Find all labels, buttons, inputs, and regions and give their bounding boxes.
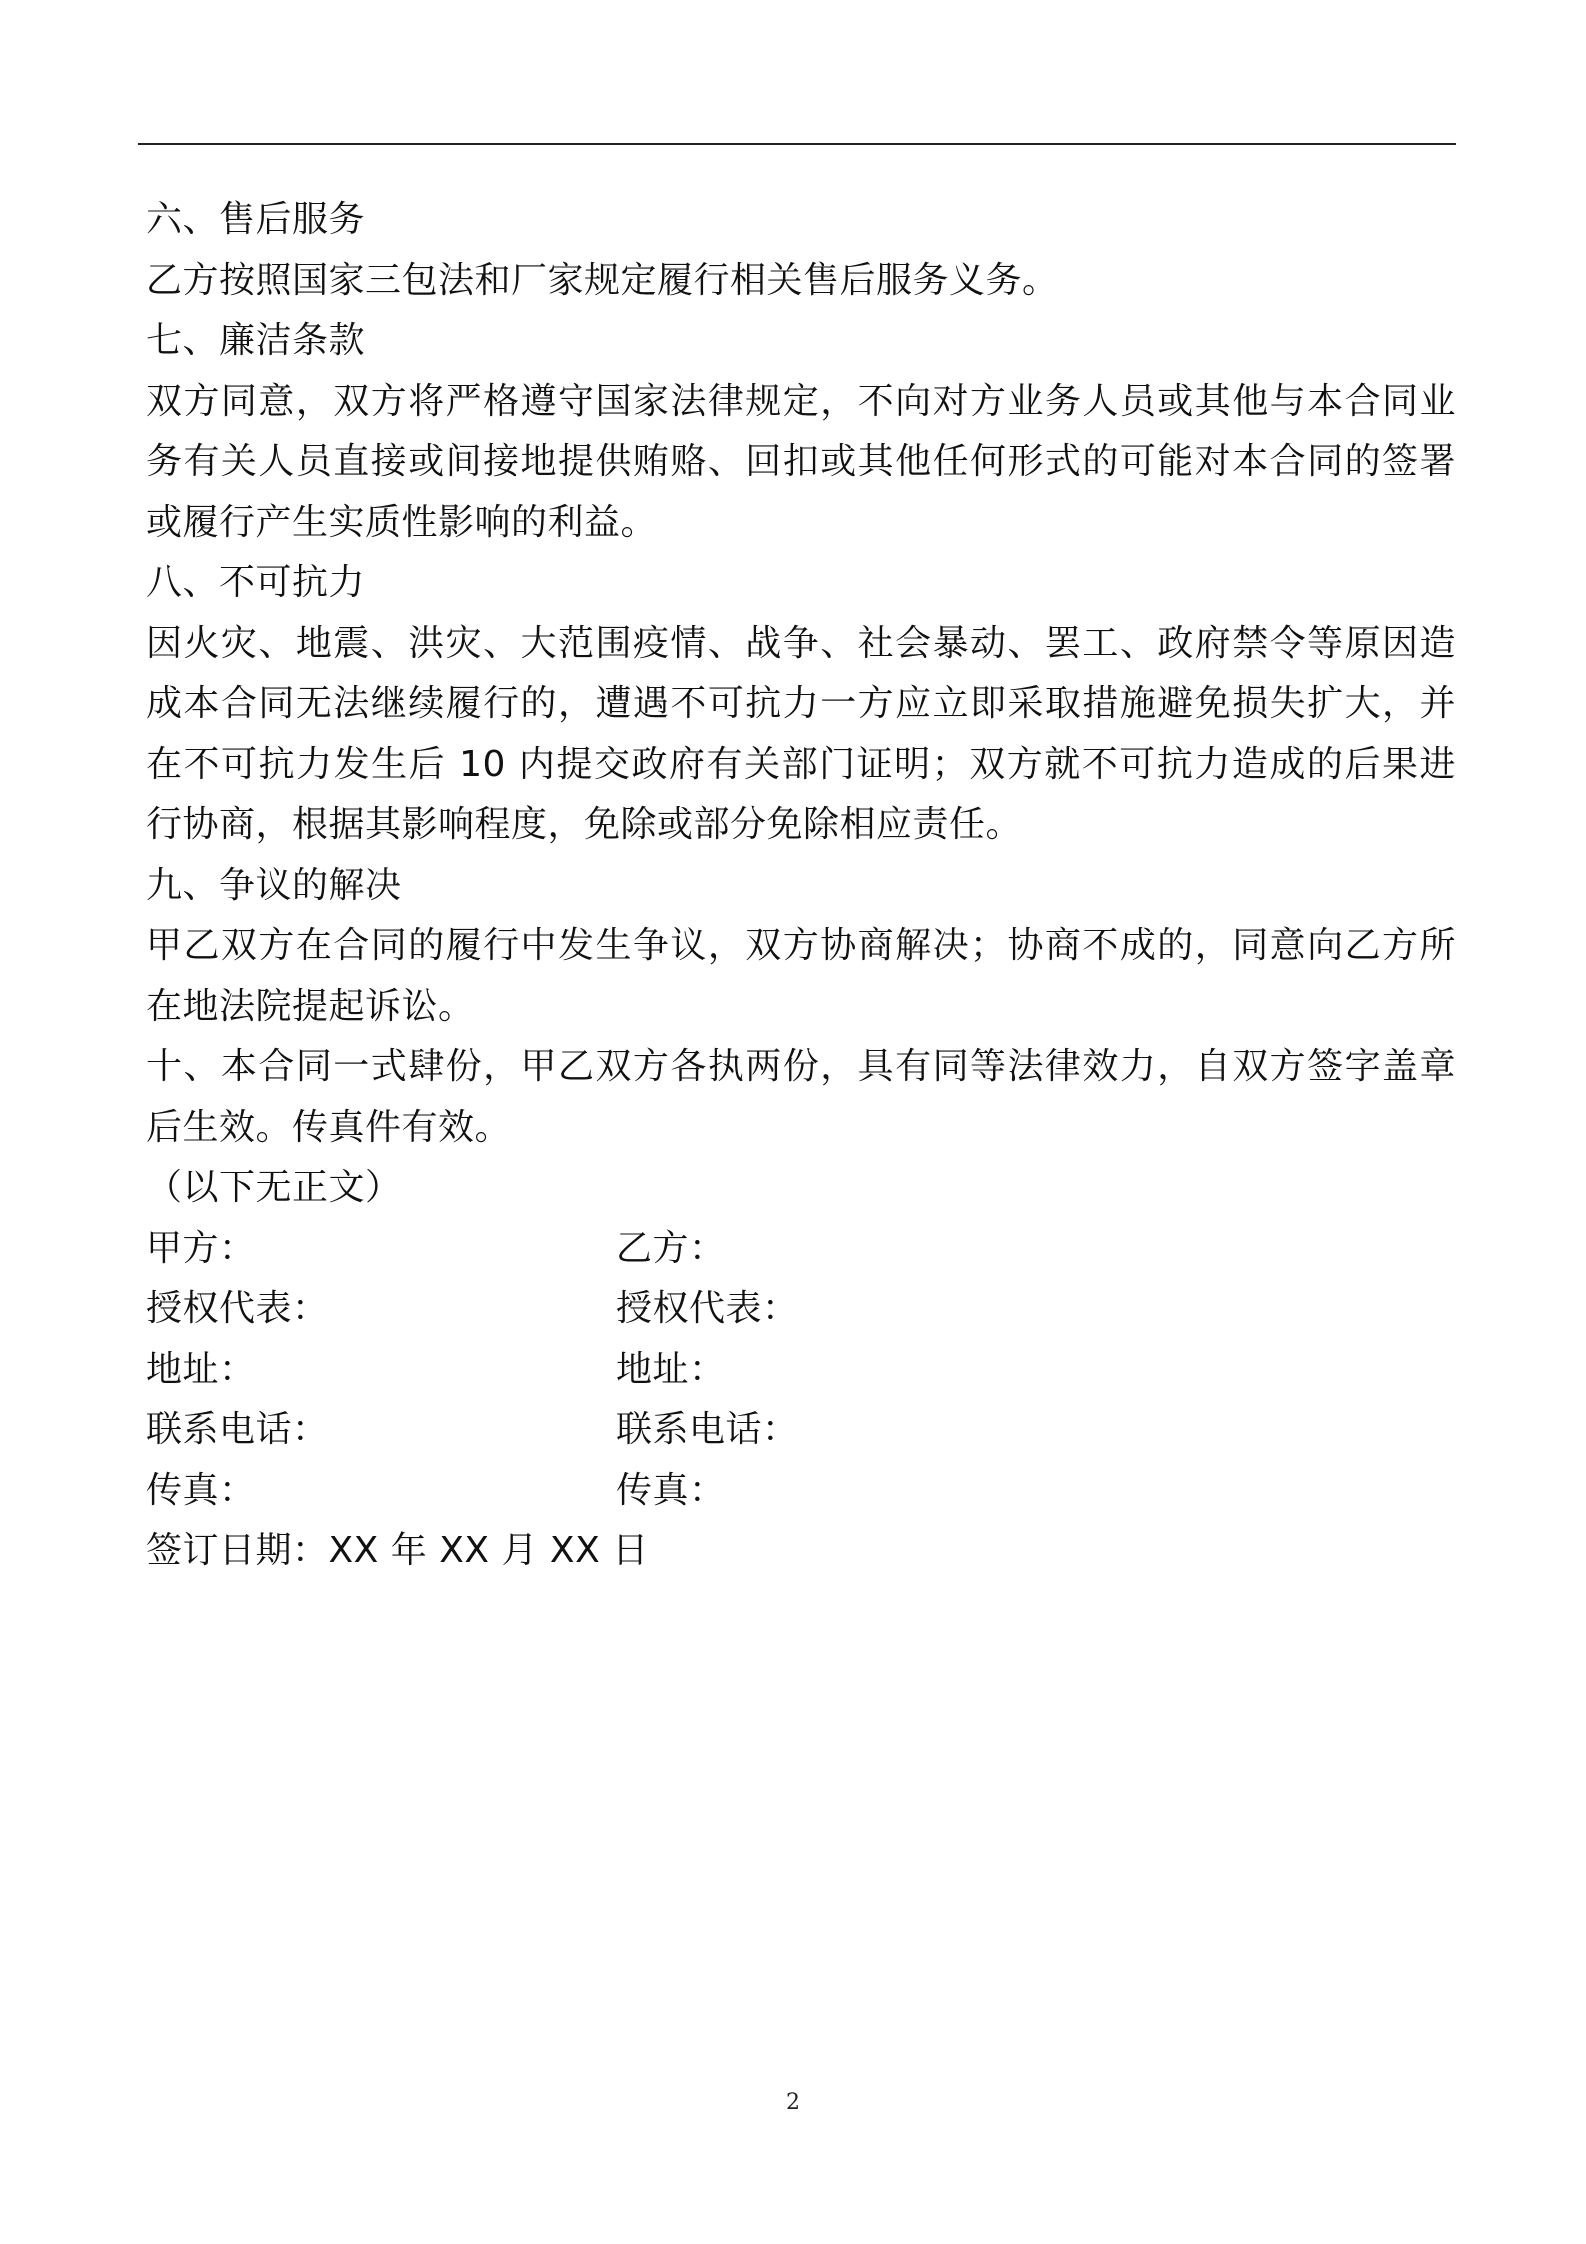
section-body-integrity: 双方同意，双方将严格遵守国家法律规定，不向对方业务人员或其他与本合同业务有关人员直接或间接地提供贿赂、回扣或其他任何形式的可能对本合同的签署或履行产生实质性影响的利益。 [146,380,1456,543]
party-a-address-label: 地址： [146,1348,256,1390]
clause-ten: 十、本合同一式肆份，甲乙双方各执两份，具有同等法律效力，自双方签字盖章后生效。传真件有效。 [146,1046,1456,1148]
signature-row-address [146,1340,1456,1401]
section-heading-force-majeure: 八、不可抗力 [146,562,366,603]
section-heading-integrity: 七、廉洁条款 [146,320,366,361]
section-heading-dispute: 九、争议的解决 [146,864,402,906]
section-body-force-majeure: 因火灾、地震、洪灾、大范围疫情、战争、社会暴动、罢工、政府禁令等原因造成本合同无法继续履行的，遭遇不可抗力一方应立即采取措施避免损失扩大，并在不可抗力发生后 10 内提交政府有关部门证明；双方就不可抗力造成的后果进行协商，根据其影响程度，免除或部分免除相应责任。 [146,622,1456,845]
party-a-fax-label: 传真： [146,1469,256,1511]
section-body-after-sales: 乙方按照国家三包法和厂家规定履行相关售后服务义务。 [146,259,1059,301]
party-a-phone-label: 联系电话： [146,1409,329,1450]
party-a-label: 甲方： [146,1227,256,1269]
section-body-dispute: 甲乙双方在合同的履行中发生争议，双方协商解决；协商不成的，同意向乙方所在地法院提起诉讼。 [146,925,1456,1027]
party-b-label: 乙方： [616,1227,726,1269]
signature-row-phone [146,1400,1456,1461]
contract-content [146,190,1456,1582]
no-text-note: （以下无正文） [146,1167,402,1208]
party-b-address-label: 地址： [616,1348,726,1390]
party-b-phone-label: 联系电话： [616,1409,799,1450]
signature-row-representative [146,1279,1456,1340]
signature-row-fax [146,1461,1456,1522]
party-a-representative-label: 授权代表： [146,1288,329,1329]
section-heading-after-sales: 六、售后服务 [146,199,366,240]
signature-block [146,1219,1456,1522]
header-rule [138,143,1456,145]
signature-row-party [146,1219,1456,1280]
party-b-representative-label: 授权代表： [616,1288,799,1329]
sign-date: 签订日期：XX 年 XX 月 XX 日 [146,1530,649,1571]
page-number: 2 [786,2090,800,2115]
party-b-fax-label: 传真： [616,1469,726,1511]
